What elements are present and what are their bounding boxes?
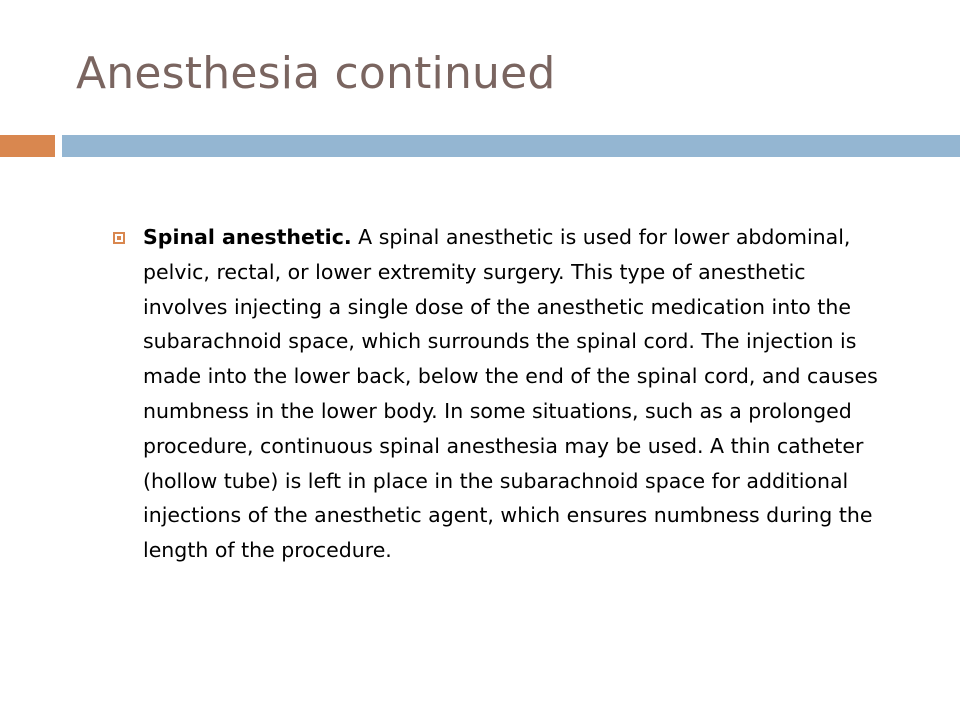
accent-bar-blue [62,135,960,157]
bullet-item [143,220,893,568]
accent-bar-orange [0,135,55,157]
slide-title: Anesthesia continued [76,48,556,99]
bullet-body-text: A spinal anesthetic is used for lower abdominal, pelvic, rectal, or lower extremity surgery. This type of anesthetic involves injecting a single dose of the anesthetic medication into the subarachnoid space, which surrounds the spinal cord. The injection is made into the lower back, below the end of the spinal cord, and causes numbness in the lower body. In some situations, such as a prolonged procedure, continuous spinal anesthesia may be used. A thin catheter (hollow tube) is left in place in the subarachnoid space for additional injections of the anesthetic agent, which ensures numbness during the length of the procedure. [143,225,878,563]
bullet-lead-text: Spinal anesthetic. [143,225,352,249]
square-bullet-icon [113,232,125,244]
